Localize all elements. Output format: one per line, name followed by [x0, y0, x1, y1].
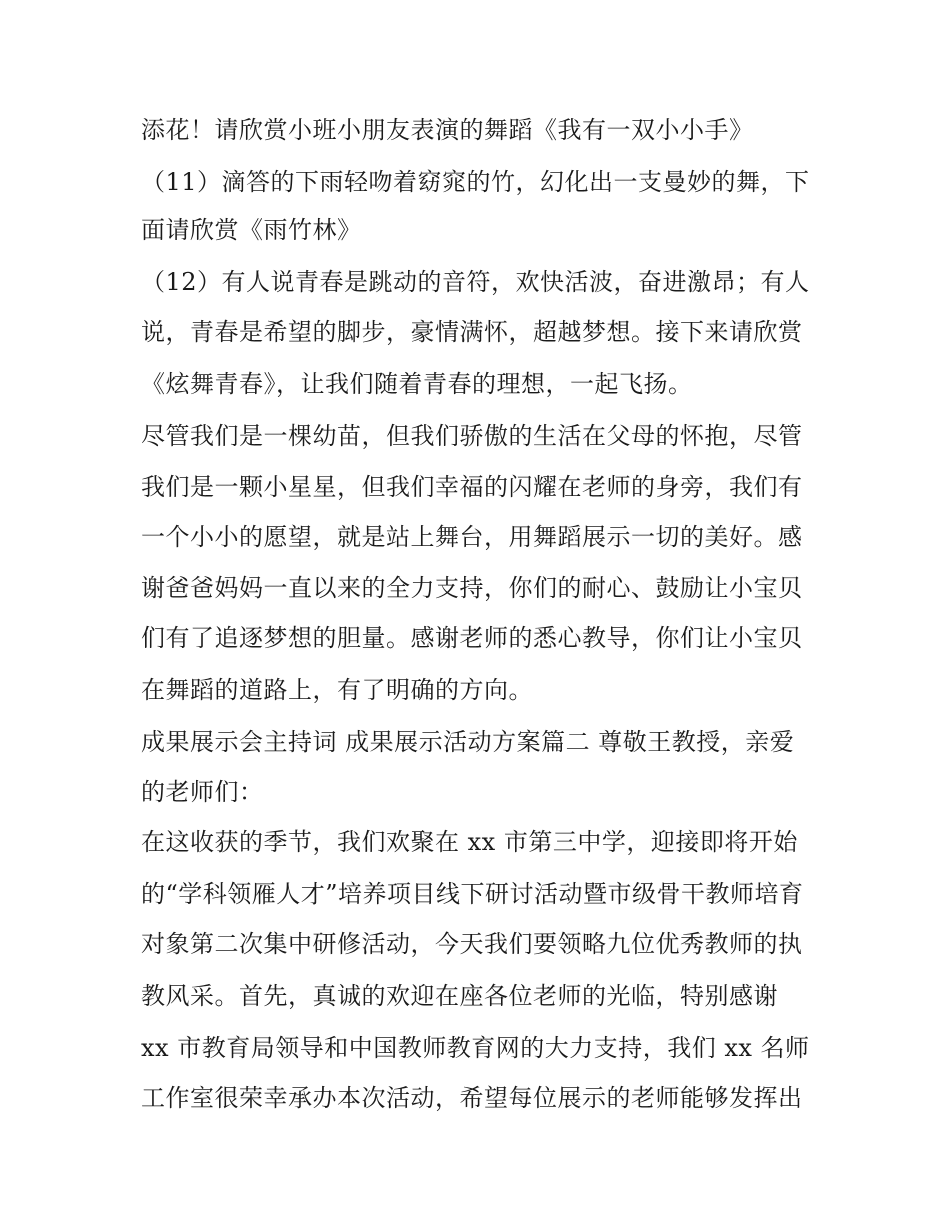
- text-line: 的老师们：: [141, 778, 264, 806]
- text-line: xx 市教育局领导和中国教师教育网的大力支持，我们 xx 名师: [141, 1034, 810, 1062]
- text-line: 教风采。首先，真诚的欢迎在座各位老师的光临，特别感谢: [141, 982, 778, 1010]
- text-line: 面请欣赏《雨竹林》: [141, 216, 362, 244]
- text-line: 工作室很荣幸承办本次活动，希望每位展示的老师能够发挥出: [141, 1084, 803, 1112]
- text-line: 《炫舞青春》，让我们随着青春的理想，一起飞扬。: [141, 370, 693, 398]
- text-line: 在舞蹈的道路上，有了明确的方向。: [141, 676, 533, 704]
- text-line: 我们是一颗小星星，但我们幸福的闪耀在老师的身旁，我们有: [141, 473, 803, 501]
- text-line: （11）滴答的下雨轻吻着窈窕的竹，幻化出一支曼妙的舞，下: [141, 168, 810, 196]
- text-line: 成果展示会主持词 成果展示活动方案篇二 尊敬王教授，亲爱: [141, 728, 795, 756]
- text-line: 说，青春是希望的脚步，豪情满怀，超越梦想。接下来请欣赏: [141, 318, 803, 346]
- text-line: 谢爸爸妈妈一直以来的全力支持，你们的耐心、鼓励让小宝贝: [141, 574, 803, 602]
- text-line: 们有了追逐梦想的胆量。感谢老师的悉心教导，你们让小宝贝: [141, 624, 803, 652]
- text-line: 对象第二次集中研修活动，今天我们要领略九位优秀教师的执: [141, 930, 803, 958]
- text-line: （12）有人说青春是跳动的音符，欢快活波，奋进激昂；有人: [141, 268, 810, 296]
- text-line: 的“学科领雁人才”培养项目线下研讨活动暨市级骨干教师培育: [141, 880, 804, 908]
- text-line: 在这收获的季节，我们欢聚在 xx 市第三中学，迎接即将开始: [141, 828, 798, 856]
- text-line: 尽管我们是一棵幼苗，但我们骄傲的生活在父母的怀抱，尽管: [141, 422, 803, 450]
- text-line: 添花！请欣赏小班小朋友表演的舞蹈《我有一双小小手》: [141, 116, 754, 144]
- text-line: 一个小小的愿望，就是站上舞台，用舞蹈展示一切的美好。感: [141, 523, 803, 551]
